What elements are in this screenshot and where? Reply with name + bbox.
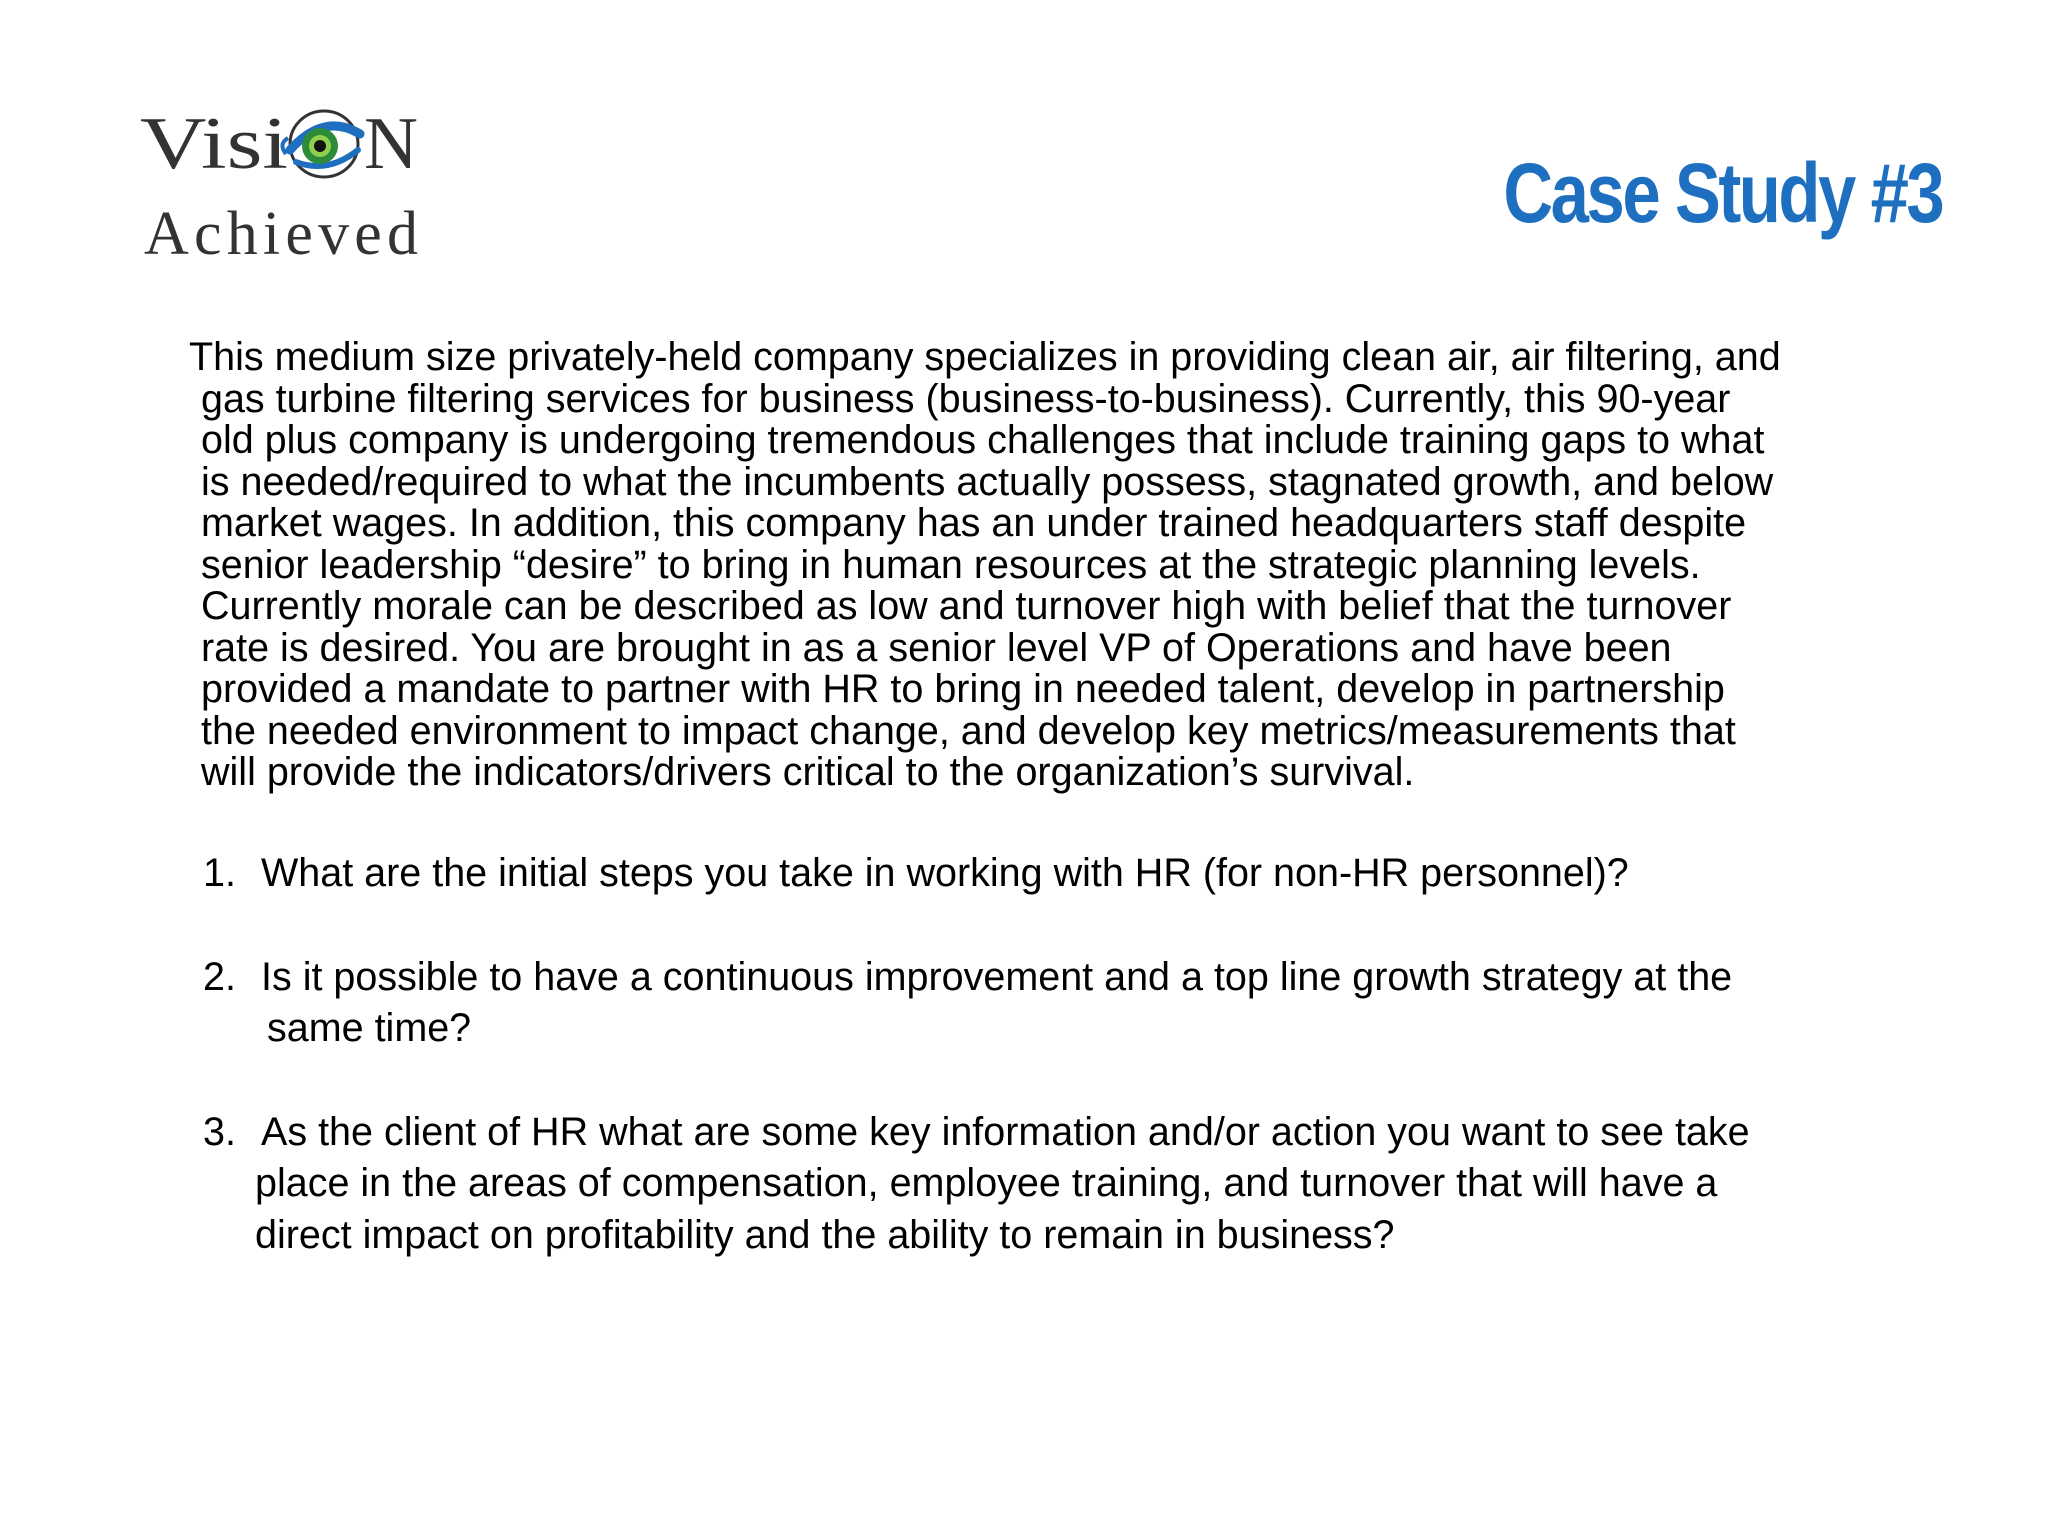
question-text: What are the initial steps you take in working with HR (for non-HR personnel)? (261, 851, 1629, 895)
question-item-1 (203, 848, 1963, 900)
case-description-line: is needed/required to what the incumbents actually possess, stagnated growth, and below (201, 459, 1774, 504)
question-list (203, 848, 1963, 1313)
question-text: place in the areas of compensation, employee training, and turnover that will have a (255, 1161, 1718, 1205)
case-description-line: senior leadership “desire” to bring in human resources at the strategic planning levels. (201, 542, 1701, 587)
case-description (189, 337, 1949, 794)
logo-graphic (138, 104, 428, 264)
question-number: 2. (203, 954, 236, 999)
case-description-line: provided a mandate to partner with HR to bring in needed talent, develop in partnership (201, 667, 1725, 711)
question-text: direct impact on profitability and the ability to remain in business? (255, 1212, 1395, 1257)
question-item-3 (203, 1107, 1963, 1262)
question-item-2 (203, 952, 1963, 1055)
page-title: Case Study #3 (1503, 146, 1942, 240)
eye-globe-icon (282, 111, 360, 177)
logo-text-achieved: Achieved (144, 200, 418, 264)
question-text: Is it possible to have a continuous improvement and a top line growth strategy at the (261, 954, 1733, 999)
case-description-line: rate is desired. You are brought in as a senior level VP of Operations and have been (201, 625, 1672, 670)
question-number: 1. (203, 851, 236, 895)
logo-text-n: N (364, 104, 418, 185)
case-description-line: market wages. In addition, this company has an under trained headquarters staff despite (201, 501, 1747, 545)
vision-achieved-logo (138, 104, 428, 264)
case-description-line: This medium size privately-held company specializes in providing clean air, air filtering, and (189, 335, 1781, 379)
logo-text-visi: Visi (140, 104, 288, 185)
question-number: 3. (203, 1109, 236, 1154)
question-text: As the client of HR what are some key information and/or action you want to see take (261, 1109, 1750, 1154)
case-description-line: gas turbine filtering services for business (business-to-business). Currently, this 90-year (201, 376, 1731, 421)
question-text: same time? (267, 1006, 472, 1050)
case-description-line: the needed environment to impact change, and develop key metrics/measurements that (201, 708, 1736, 753)
case-description-line: old plus company is undergoing tremendous challenges that include training gaps to what (201, 418, 1765, 462)
case-description-line: will provide the indicators/drivers critical to the organization’s survival. (201, 750, 1415, 794)
case-description-line: Currently morale can be described as low and turnover high with belief that the turnover (201, 584, 1732, 628)
